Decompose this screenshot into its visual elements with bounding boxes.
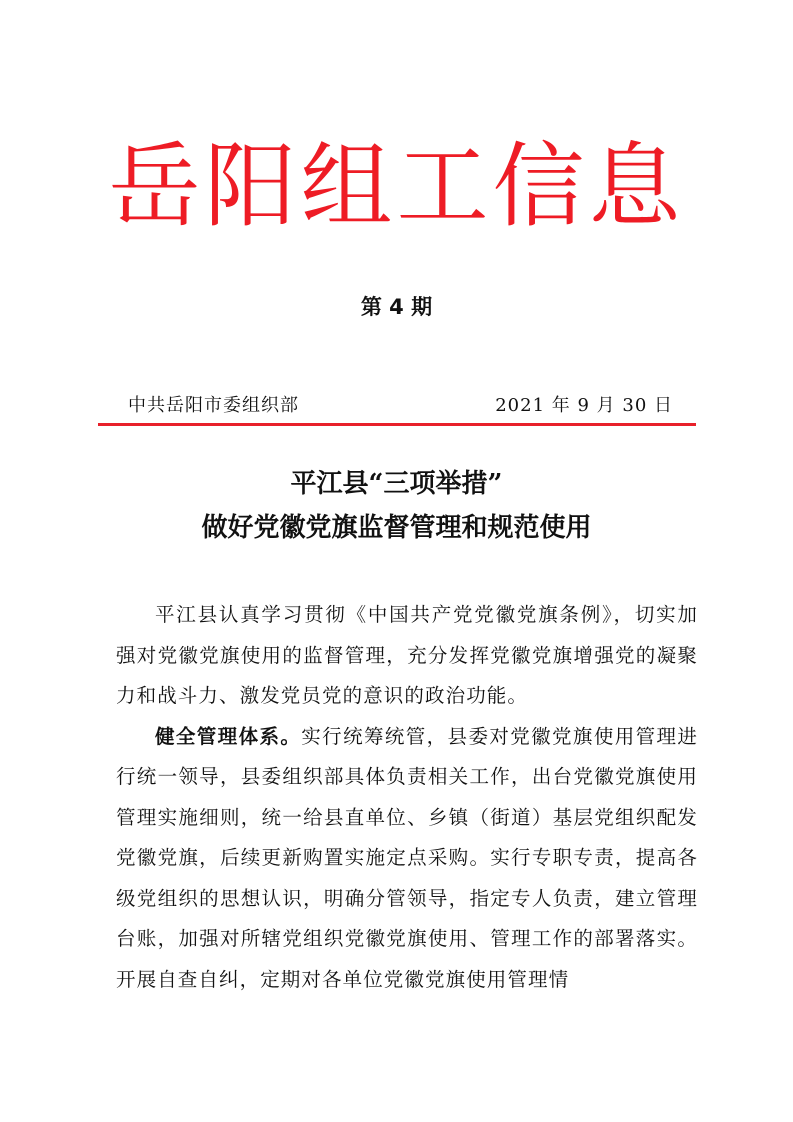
red-divider: [98, 423, 696, 426]
paragraph-lead: 健全管理体系。: [155, 724, 302, 748]
publisher-organization: 中共岳阳市委组织部: [128, 395, 299, 416]
article-title-line-2: 做好党徽党旗监督管理和规范使用: [201, 513, 592, 543]
article-title-line-1: 平江县“三项举措”: [290, 469, 503, 499]
paragraph-management-system: [116, 717, 698, 1001]
publication-date: 2021 年 9 月 30 日: [495, 395, 673, 416]
paragraph-text: 实行统筹统管，县委对党徽党旗使用管理进行统一领导，县委组织部具体负责相关工作，出台党徽党旗使用管理实施细则，统一给县直单位、乡镇（街道）基层党组织配发党徽党旗，后续更新购置实施定点采购。实行专职专责，提高各级党组织的思想认识，明确分管领导，指定专人负责，建立管理台账，加强对所辖党组织党徽党旗使用、管理工作的部署落实。开展自查自纠，定期对各单位党徽党旗使用管理情: [116, 724, 699, 991]
masthead-title: 岳阳组工信息: [108, 133, 685, 240]
article-body: [116, 595, 698, 1000]
issue-number: 第 4 期: [360, 295, 433, 319]
paragraph-intro: 平江县认真学习贯彻《中国共产党党徽党旗条例》，切实加强对党徽党旗使用的监督管理，充分发挥党徽党旗增强党的凝聚力和战斗力、激发党员党的意识的政治功能。: [116, 603, 698, 707]
